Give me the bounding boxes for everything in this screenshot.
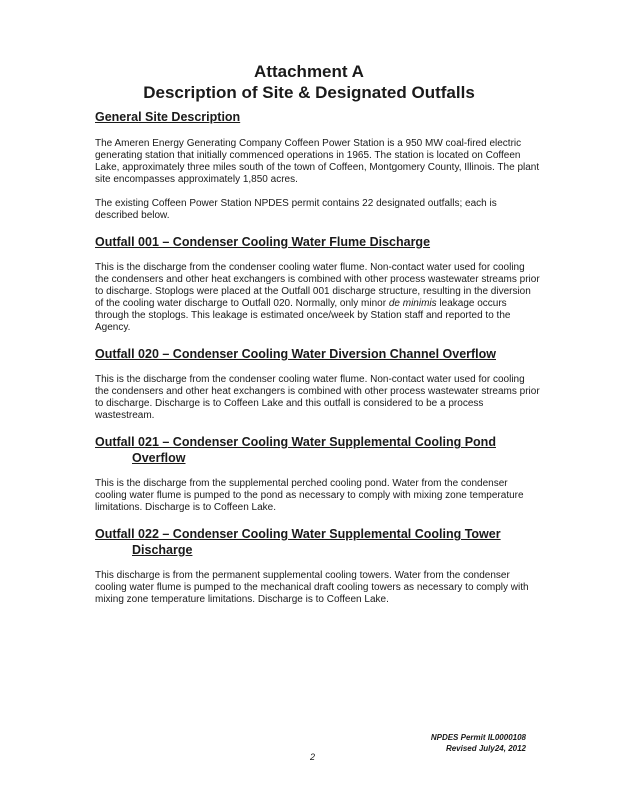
title-block [0,62,618,103]
page-title: Attachment A [254,62,364,81]
outfall-001-paragraph [95,262,540,334]
document-body [95,110,540,618]
general-site-heading: General Site Description [95,110,241,124]
outfall-020-paragraph: This is the discharge from the condenser cooling water flume. Non-contact water used for cooling the condensers and other heat exchangers is combined with other process wastewater streams prior to discharge. Discharge is to Coffeen Lake and this outfall is considered to be a process wastestream. [95,374,540,421]
outfall-021-heading-line-1: Outfall 021 – Condenser Cooling Water Supplemental Cooling Pond [95,435,496,449]
outfall-022-heading-line-2: Discharge [132,543,193,557]
outfall-001-heading [95,234,540,250]
revision-date: Revised July24, 2012 [445,744,526,753]
permit-number: NPDES Permit IL0000108 [430,733,526,742]
page-footer [0,732,618,772]
outfall-022-heading [95,526,540,558]
outfall-001-text-a: This is the discharge from the condenser cooling water flume. Non-contact water used for cooling the condensers and other heat exchangers is combined with other process wastewater streams prior to discharge. Stoplogs were placed at the Outfall 001 discharge structure, resulting in the diversion of the cooling water discharge to Outfall 020. Normally, only minor [95,262,540,309]
outfall-020-heading-text: Outfall 020 – Condenser Cooling Water Diversion Channel Overflow [95,347,497,361]
outfall-001-text-b: leakage occurs through the stoplogs. This leakage is estimated once/week by Station staff and reported to the Agency. [95,298,511,333]
footer-permit-info [431,732,526,754]
outfall-020-heading [95,346,540,362]
outfall-021-paragraph: This is the discharge from the supplemental perched cooling pond. Water from the condenser cooling water flume is pumped to the pond as necessary to comply with mixing zone temperature limitations. Discharge is to Coffeen Lake. [95,478,524,513]
page-subtitle: Description of Site & Designated Outfalls [143,83,475,102]
outfall-021-heading [95,434,540,466]
outfall-001-heading-text: Outfall 001 – Condenser Cooling Water Flume Discharge [95,235,431,249]
outfall-001-italic-term: de minimis [388,298,437,309]
general-site-paragraph-2: The existing Coffeen Power Station NPDES permit contains 22 designated outfalls; each is described below. [95,198,497,221]
page-number: 2 [310,752,316,762]
outfall-021-heading-line-2: Overflow [132,451,186,465]
outfall-022-paragraph: This discharge is from the permanent supplemental cooling towers. Water from the condenser cooling water flume is pumped to the mechanical draft cooling towers as necessary to comply with mixing zone temperature limitations. Discharge is to Coffeen Lake. [95,570,529,605]
outfall-022-heading-line-1: Outfall 022 – Condenser Cooling Water Supplemental Cooling Tower [95,527,501,541]
general-site-paragraph-1: The Ameren Energy Generating Company Coffeen Power Station is a 950 MW coal-fired electric generating station that initially commenced operations in 1965. The station is located on Coffeen Lake, approximately three miles south of the town of Coffeen, Montgomery County, Illinois. The plant site encompasses approximately 1,850 acres. [95,138,540,185]
